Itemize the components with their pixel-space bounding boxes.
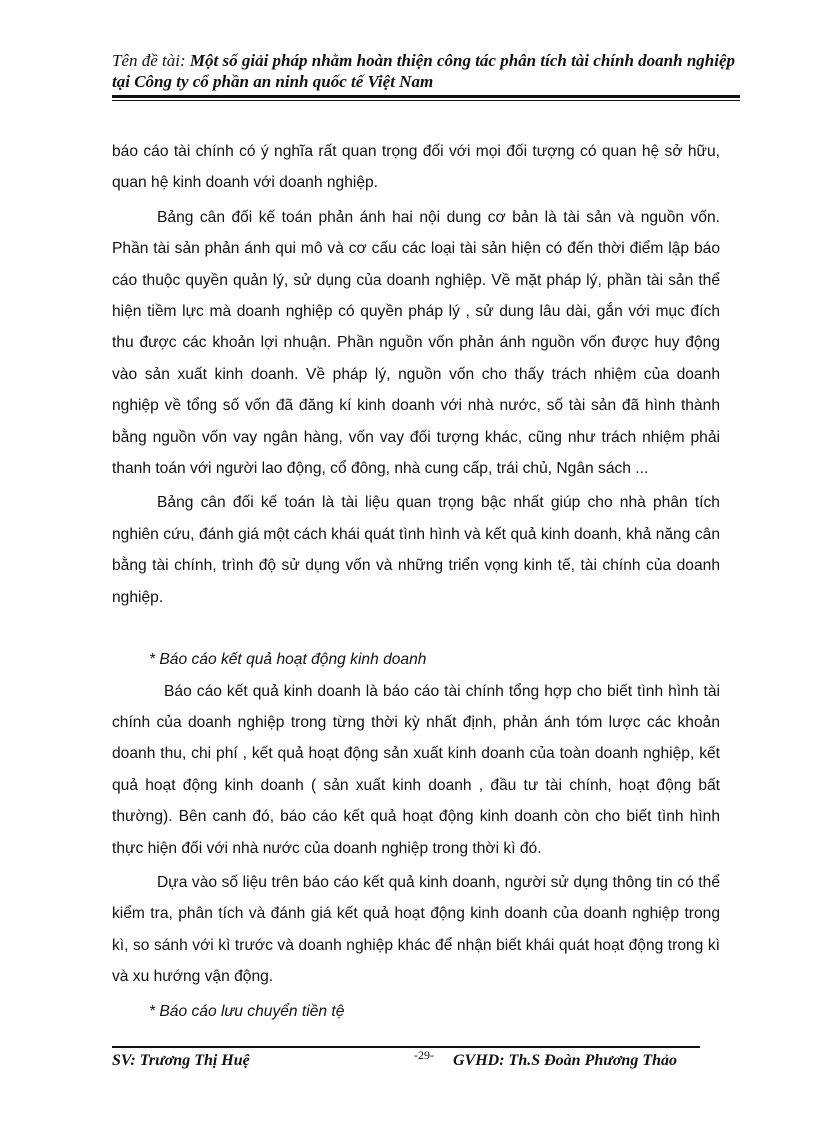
header-rule-thick [112,95,740,98]
paragraph: Báo cáo kết quả kinh doanh là báo cáo tài chính tổng hợp cho biết tình hình tài chính của doanh nghiệp trong từng thời kỳ nhất định, phản ánh tóm lược các khoản doanh thu, chi phí , kết quả hoạt động sản xuất kinh doanh của toàn doanh nghiệp, kết quả hoạt động kinh doanh ( sản xuất kinh doanh , đầu tư tài chính, hoạt động bất thường). Bên canh đó, báo cáo kết quả hoạt động kinh doanh còn cho biết tình hình thực hiện đối với nhà nước của doanh nghiệp trong thời kì đó. [112,682,720,857]
paragraph: Dựa vào số liệu trên báo cáo kết quả kinh doanh, người sử dụng thông tin có thể kiểm tra, phân tích và đánh giá kết quả hoạt động kinh doanh của doanh nghiệp trong kì, so sánh với kì trước và doanh nghiệp khác để nhận biết khái quát hoạt động trong kì và xu hướng vận động. [112,873,720,986]
document-body [112,136,720,1027]
paragraph: Bảng cân đối kế toán là tài liệu quan trọng bậc nhất giúp cho nhà phân tích nghiên cứu, đánh giá một cách khái quát tình hình và kết quả kinh doanh, khả năng cân bằng tài chính, trình độ sử dụng vốn và những triển vọng kinh tế, tài chính của doanh nghiệp. [112,494,720,606]
paragraph: báo cáo tài chính có ý nghĩa rất quan trọng đối với mọi đối tượng có quan hệ sở hữu, quan hệ kinh doanh với doanh nghiệp. [112,143,720,192]
header-title: Một số giải pháp nhằm hoàn thiện công tác phân tích tài chính doanh nghiệp tại Công ty cổ phần an ninh quốc tế Việt Nam [112,51,735,91]
paragraph: Bảng cân đối kế toán phản ánh hai nội dung cơ bản là tài sản và nguồn vốn. Phần tài sản phản ánh qui mô và cơ cấu các loại tài sản hiện có đến thời điểm lập báo cáo thuộc quyền quản lý, sử dụng của doanh nghiệp. Về mặt pháp lý, phần tài sản thể hiện tiềm lực mà doanh nghiệp có quyền pháp lý , sử dung lâu dài, gắn với mục đích thu được các khoản lợi nhuận. Phần nguồn vốn phản ánh nguồn vốn được huy động vào sản xuất kinh doanh. Về pháp lý, nguồn vốn cho thấy trách nhiệm của doanh nghiệp về tổng số vốn đã đăng kí kinh doanh với nhà nước, số tài sản đã hình thành bằng nguồn vốn vay ngân hàng, vốn vay đối tượng khác, cũng như trách nhiệm phải thanh toán với người lao động, cổ đông, nhà cung cấp, trái chủ, Ngân sách ... [112,208,720,478]
page-footer [112,1048,702,1076]
page-header [112,50,740,92]
header-label: Tên đề tài: [112,51,190,70]
footer-rule [112,1046,700,1048]
header-rule-thin [112,100,740,101]
page-number: -29- [414,1048,434,1062]
footer-student: SV: Trương Thị Huệ [112,1052,250,1069]
footer-advisor: GVHD: Th.S Đoàn Phương Thảo [453,1052,677,1069]
section-heading: * Báo cáo lưu chuyển tiền tệ [149,1002,345,1020]
section-heading: * Báo cáo kết quả hoạt động kinh doanh [149,651,427,669]
